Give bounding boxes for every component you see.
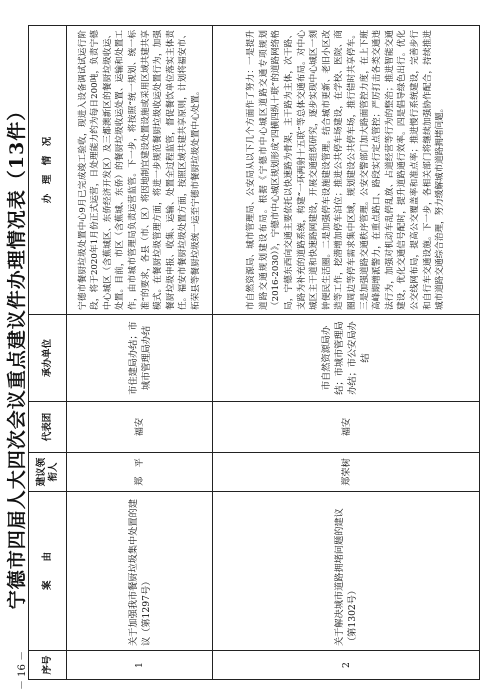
header-delegation: 代表团 (29, 402, 67, 453)
row-case: 关于加强我市餐厨垃圾集中处置的建议（第1297号） (67, 492, 213, 651)
row-case: 关于解决城市道路拥堵问题的建议（第1302号） (213, 492, 480, 651)
table-row (67, 26, 213, 680)
row-unit: 市住建局办结；市城市管理局办结 (67, 315, 213, 402)
table-row (213, 26, 480, 680)
table-header-row (29, 26, 67, 680)
row-status: 宁德市餐厨垃圾处置中心9月已完成竣工验收，现进入设备调试试运行阶段，将于2020年1月份正式运营，日处理能力约为每日200吨，负责宁德中心城区（含蕉城区、东侨经济开发区）及三都澳新区的餐厨垃圾收运、处置。目前，市区（含蕉城、东侨）的餐厨垃圾收运处置、运输和处置工作，由市城市管理局负责运营监管。下一步，将按照“统一规划、统一标准”的要求，各县（市、区）将因地制宜建设处置设施或采用区域共建共享模式。在餐厨垃圾管理方面，将进一步规范餐厨垃圾收运处置行为，加强餐厨垃圾申报、收集、运输、处置全过程监管，督促餐饮单位落实主体责任。福安市餐厨垃圾处置方面，按照区域共建共享原则，计划将福安市、柘荣县等餐厨垃圾统一运至宁德市餐厨垃圾处置中心处置。 (67, 26, 213, 315)
row-unit: 市自然资源局办结；市城市管理局办结；市公安局办结 (213, 315, 480, 402)
header-status: 办 理 情 况 (29, 26, 67, 315)
header-no: 序号 (29, 651, 67, 680)
suggestion-table-sheet (28, 25, 480, 680)
header-unit: 承办单位 (29, 315, 67, 402)
suggestion-table (28, 25, 480, 680)
row-delegation: 福安 (67, 402, 213, 453)
header-case: 案 由 (29, 492, 67, 651)
row-no: 2 (213, 651, 480, 680)
page-number: － 16 － (17, 650, 28, 690)
row-lead-rep: 郑 平 (67, 453, 213, 492)
row-status: 市自然资源局、城市管理局、公安局从以下几个方面作了努力：一是提升道路交通规划建设布局。根据《宁德市中心城区道路交通专项规划（2016-2030）》，宁德市中心城区规划形成“四横四纵十联”的道路网络格局，宁德东西向交通主要依托以快速路为骨架，主干路为主体，次干路、支路为补充的道路系统，构建“一环两射十五联”等总体交通布局。对中心城区主干道和快速路网建设，开展交通组织研究，逐步实现中心城区一刻钟便民生活圈。二是加强停车设施建设管理。结合城市更新、老旧小区改造等工作，挖潜增加停车泊位；推进公共停车场建设，在学校、医院、商圈周边等停车需求集中区域，规划建设公共停车场，推行错时共享停车。三是加强道路交通秩序管理。公安交警部门加大路面管控力度，在上下班高峰期增派警力，在重点路口、路段实行定点管控；严厉打击各类交通违法行为，加强对机动车乱停乱放、占道经营等行为的整治；推进智能交通建设，优化交通信号配时，提升道路通行效率。四是倡导绿色出行。优化公交线网布局，提高公交覆盖率和准点率；推进慢行系统建设，完善步行和自行车交通设施。下一步，各相关部门将继续加强协作配合，持续推进城市道路交通综合治理，努力缓解城市道路拥堵问题。 (213, 26, 480, 315)
row-lead-rep: 郑荣树 (213, 453, 480, 492)
header-lead-rep: 建议领衔人 (29, 453, 67, 492)
row-delegation: 福安 (213, 402, 480, 453)
page-title: 宁德市四届人大四次会议重点建议件办理情况表（13件） (6, 100, 28, 610)
row-no: 1 (67, 651, 213, 680)
